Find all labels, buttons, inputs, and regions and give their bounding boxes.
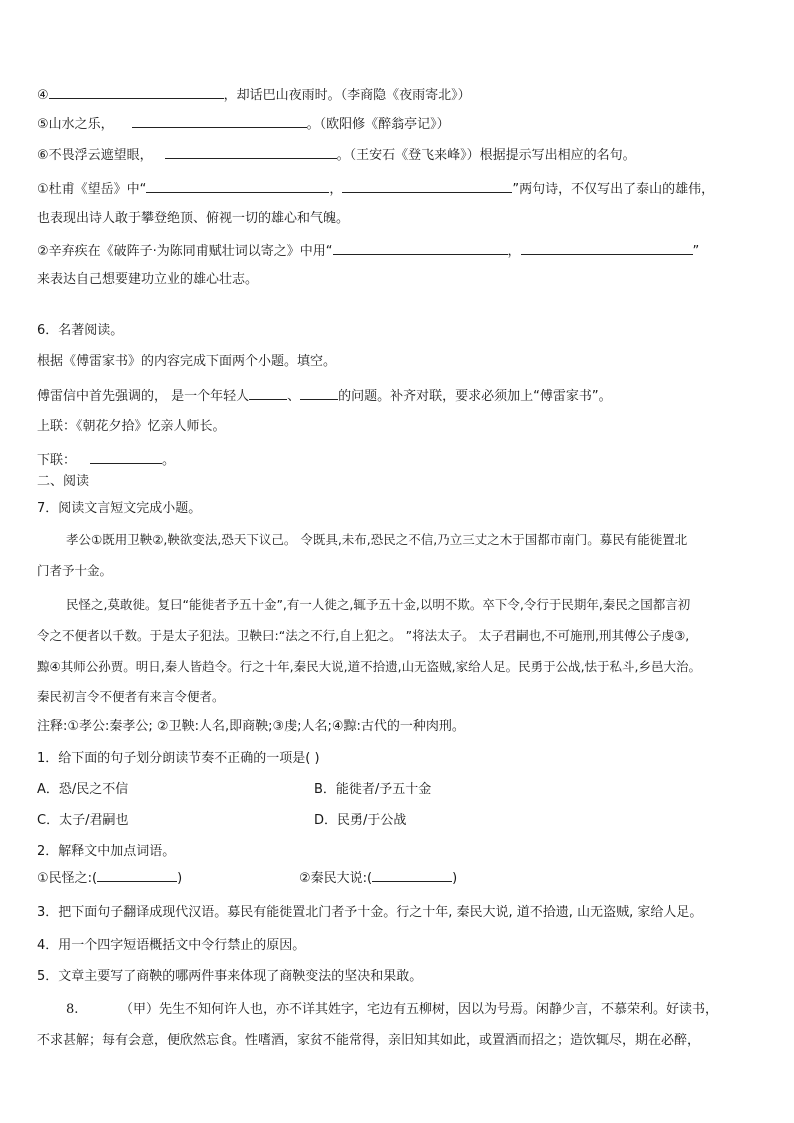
q7-subquestion-2: 2．解释文中加点词语。 [37,844,176,859]
q8-passage-line: （甲）先生不知何许人也，亦不详其姓字，宅边有五柳树，因以为号焉。闲静少言，不慕荣利。好读书， [120,1002,719,1017]
poetry-item-1: ①杜甫《望岳》中“ ， ”两句诗，不仅写出了泰山的雄伟， [37,182,715,197]
option-a[interactable]: A．恐/民之不信 [37,782,129,797]
answer-blank[interactable] [342,180,512,193]
answer-blank[interactable] [49,86,224,99]
q7-subquestion-4: 4．用一个四字短语概括文中令行禁止的原因。 [37,938,306,953]
poetry-item-2: ②辛弃疾在《破阵子·为陈同甫赋壮词以寄之》中用“ ， ” [37,244,700,259]
q7-passage-line: 门者予十金。 [37,563,113,578]
answer-blank[interactable] [165,146,337,159]
answer-blank[interactable] [521,242,693,255]
answer-blank[interactable] [146,180,329,193]
answer-blank[interactable] [90,451,162,464]
q8-number: 8. [66,1002,79,1017]
section-heading: 二、阅读 [37,474,90,489]
q7-passage-line: 黥④其师公孙贾。明日,秦人皆趋令。行之十年,秦民大说,道不拾遗,山无盗贼,家给人足。民勇于公战,怯于私斗,乡邑大治。 [37,659,702,674]
q6-intro: 根据《傅雷家书》的内容完成下面两个小题。填空。 [37,354,337,369]
answer-blank[interactable] [372,869,452,882]
q6-line-1: 傅雷信中首先强调的， 是一个年轻人 、 的问题。补齐对联，要求必须加上“傅雷家书”。 [37,389,612,404]
answer-blank[interactable] [97,869,177,882]
q7-title: 7．阅读文言短文完成小题。 [37,501,202,516]
poetry-line-5: ⑤山水之乐， 。（欧阳修《醉翁亭记》） [37,117,450,132]
q7-passage-line: 民怪之,莫敢徙。复曰“能徙者予五十金”,有一人徙之,辄予五十金,以明不欺。卒下令,令行于民期年,秦民之国都言初 [66,597,691,612]
q7-subquestion-5: 5．文章主要写了商鞅的哪两件事来体现了商鞅变法的坚决和果敢。 [37,969,423,984]
option-d[interactable]: D．民勇/于公战 [314,813,407,828]
q7-passage-line: 孝公①既用卫鞅②,鞅欲变法,恐天下议己。 令既具,未布,恐民之不信,乃立三丈之木于国都市南门。募民有能徙置北 [66,532,688,547]
option-c[interactable]: C．太子/君嗣也 [37,813,129,828]
answer-blank[interactable] [249,387,287,400]
q6-title: 6．名著阅读。 [37,323,124,338]
poetry-line-6: ⑥不畏浮云遮望眼， 。（王安石《登飞来峰》）根据提示写出相应的名句。 [37,148,636,163]
q8-passage-line: 不求甚解；每有会意，便欣然忘食。性嗜酒，家贫不能常得，亲旧知其如此，或置酒而招之；造饮辄尽，期在必醉， [37,1033,701,1048]
q6-shanglian: 上联：《朝花夕拾》忆亲人师长。 [37,419,226,434]
q7-subquestion-1: 1．给下面的句子划分朗读节奏不正确的一项是( ) [37,751,320,766]
poetry-line-4: ④ ，却话巴山夜雨时。（李商隐《夜雨寄北》） [37,88,471,103]
q6-xialian: 下联： 。 [37,453,176,468]
answer-blank[interactable] [300,387,338,400]
q7-passage-line: 令之不便者以千数。于是太子犯法。卫鞅曰:“法之不行,自上犯之。 ”将法太子。 太子君嗣也,不可施刑,刑其傅公子虔③, [37,628,690,643]
q7-notes: 注释:①孝公:秦孝公; ②卫鞅:人名,即商鞅;③虔;人名;④黥:古代的一种肉刑。 [37,719,465,734]
q7-sq2-item-a: ①民怪之:( ) [37,871,183,886]
option-b[interactable]: B．能徙者/予五十金 [314,782,432,797]
poetry-item-2-cont: 来表达自己想要建功立业的雄心壮志。 [37,272,259,287]
answer-blank[interactable] [132,115,307,128]
poetry-item-1-cont: 也表现出诗人敢于攀登绝顶、俯视一切的雄心和气魄。 [37,211,350,226]
q7-passage-line: 秦民初言令不便者有来言令便者。 [37,689,225,704]
answer-blank[interactable] [333,242,508,255]
q7-subquestion-3: 3．把下面句子翻译成现代汉语。募民有能徙置北门者予十金。行之十年, 秦民大说, 道不拾遗, 山无盗贼, 家给人足。 [37,905,703,920]
q7-sq2-item-b: ②秦民大说:( ) [299,871,458,886]
